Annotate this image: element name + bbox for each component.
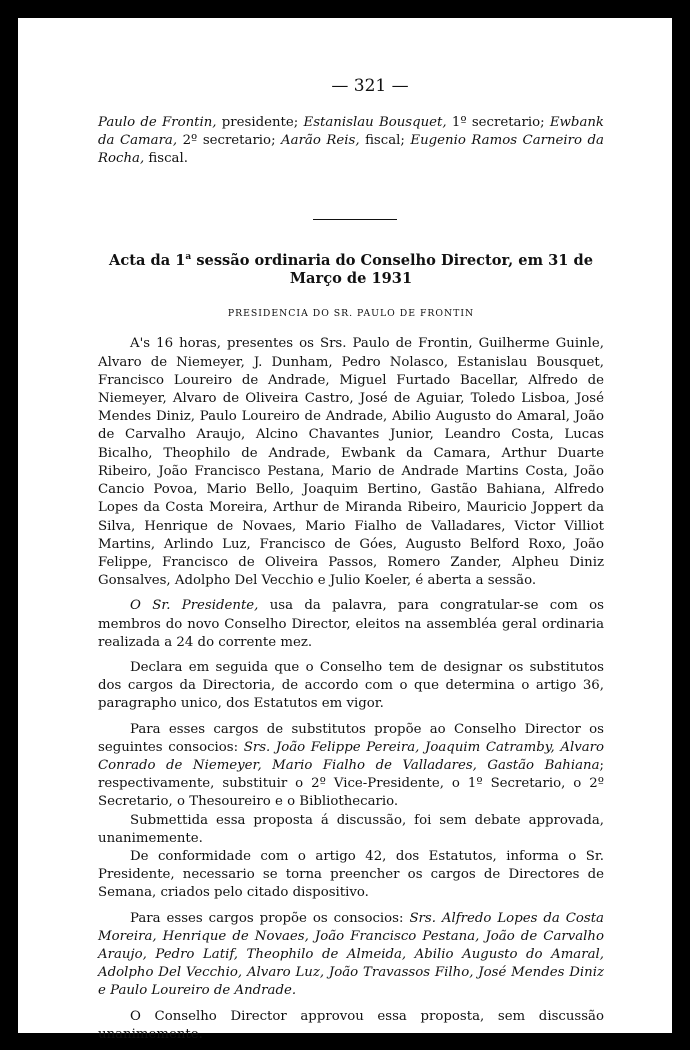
officer-name: Paulo de Frontin, — [98, 115, 217, 130]
minutes-title: Acta da 1$^a$ sessão ordinaria do Conselho Director, em 31 de Março de 1931 — [109, 251, 593, 288]
page-number: — 321 — — [331, 76, 409, 96]
section-divider — [98, 205, 604, 224]
attendance-paragraph: A's 16 horas, presentes os Srs. Paulo de Frontin, Guilherme Guinle, Alvaro de Niemeyer, J. Dunham, Pedro Nolasco, Estanislau Bousquet, Francisco Loureiro de Andrade, Miguel Furtado Bacellar, Alfredo de Niemeyer, Alvaro de Oliveira Castro, José de Aguiar, Toledo Lisboa, José Mendes Diniz, Paulo Loureiro de Andrade, Abilio Augusto do Amaral, João de Carvalho Araujo, Alcino Chavantes Junior, Leandro Costa, Lucas Bicalho, Theophilo de Andrade, Ewbank da Camara, Arthur Duarte Ribeiro, João Francisco Pestana, Mario de Andrade Martins Costa, João Cancio Povoa, Mario Bello, Joaquim Bertino, Gastão Bahiana, Alfredo Lopes da Costa Moreira, Arthur de Miranda Ribeiro, Mauricio Joppert da Silva, Henrique de Novaes, Mario Fialho de Valladares, Victor Villiot Martins, Arlindo Luz, Francisco de Góes, Augusto Belford Roxo, João Felippe, Francisco de Oliveira Passos, Romero Zander, Alpheu Diniz Gonsalves, Adolpho Del Vecchio e Julio Koeler, é aberta a sessão. — [98, 336, 604, 589]
officer-name: Aarão Reis, — [281, 133, 360, 149]
paragraph-congratulation: O Sr. Presidente, usa da palavra, para congratular-se com os membros do novo Conselho Director, eleitos na assembléa geral ordinaria realizada a 24 do corrente mez. — [98, 598, 604, 650]
officer-name: Eugenio Ramos Carneiro da Rocha, — [98, 133, 604, 167]
page-content — [98, 76, 604, 1044]
officer-name: Ewbank da Camara, — [98, 115, 604, 149]
paragraph-final-approval: O Conselho Director approvou essa proposta, sem discussão unanimemente. — [98, 1008, 604, 1042]
paragraph-article-42: De conformidade com o artigo 42, dos Estatutos, informa o Sr. Presidente, necessario se torna preencher os cargos de Directores de Semana, criados pelo citado dispositivo. — [98, 848, 604, 901]
paragraph-approval: Submettida essa proposta á discussão, foi sem debate approvada, unanimemente. — [98, 812, 604, 846]
paragraph-substitute-proposal: Para esses cargos de substitutos propõe ao Conselho Director os seguintes consocios: Srs. João Felippe Pereira, Joaquim Catramby, Alvaro Conrado de Niemeyer, Mario Fialho de Valladares, Gastão Bahiana; respectivamente, substituir o 2º Vice-Presidente, o 1º Secretario, o 2º Secretario, o Thesoureiro e o Bibliothecario. — [98, 721, 604, 810]
officer-name: Estanislau Bousquet, — [303, 115, 447, 130]
intro-officers: Paulo de Frontin, presidente; Estanislau Bousquet, 1º secretario; Ewbank da Camara, 2º secretario; Aarão Reis, fiscal; Eugenio Ramos Carneiro da Rocha, fiscal. — [98, 115, 604, 167]
document-page — [18, 18, 672, 1042]
paragraph-substitutes: Declara em seguida que o Conselho tem de designar os substitutos dos cargos da Directoria, de accordo com o que determina o artigo 36, paragrapho unico, dos Estatutos em vigor. — [98, 659, 604, 712]
presidency-line: PRESIDENCIA DO SR. PAULO DE FRONTIN — [227, 308, 475, 320]
paragraph-directors-proposal: Para esses cargos propõe os consocios: Srs. Alfredo Lopes da Costa Moreira, Henrique de Novaes, João Francisco Pestana, João de Carvalho Araujo, Pedro Latif, Theophilo de Almeida, Abilio Augusto do Amaral, Adolpho Del Vecchio, Alvaro Luz, João Travassos Filho, José Mendes Diniz e Paulo Loureiro de Andrade. — [98, 910, 604, 999]
